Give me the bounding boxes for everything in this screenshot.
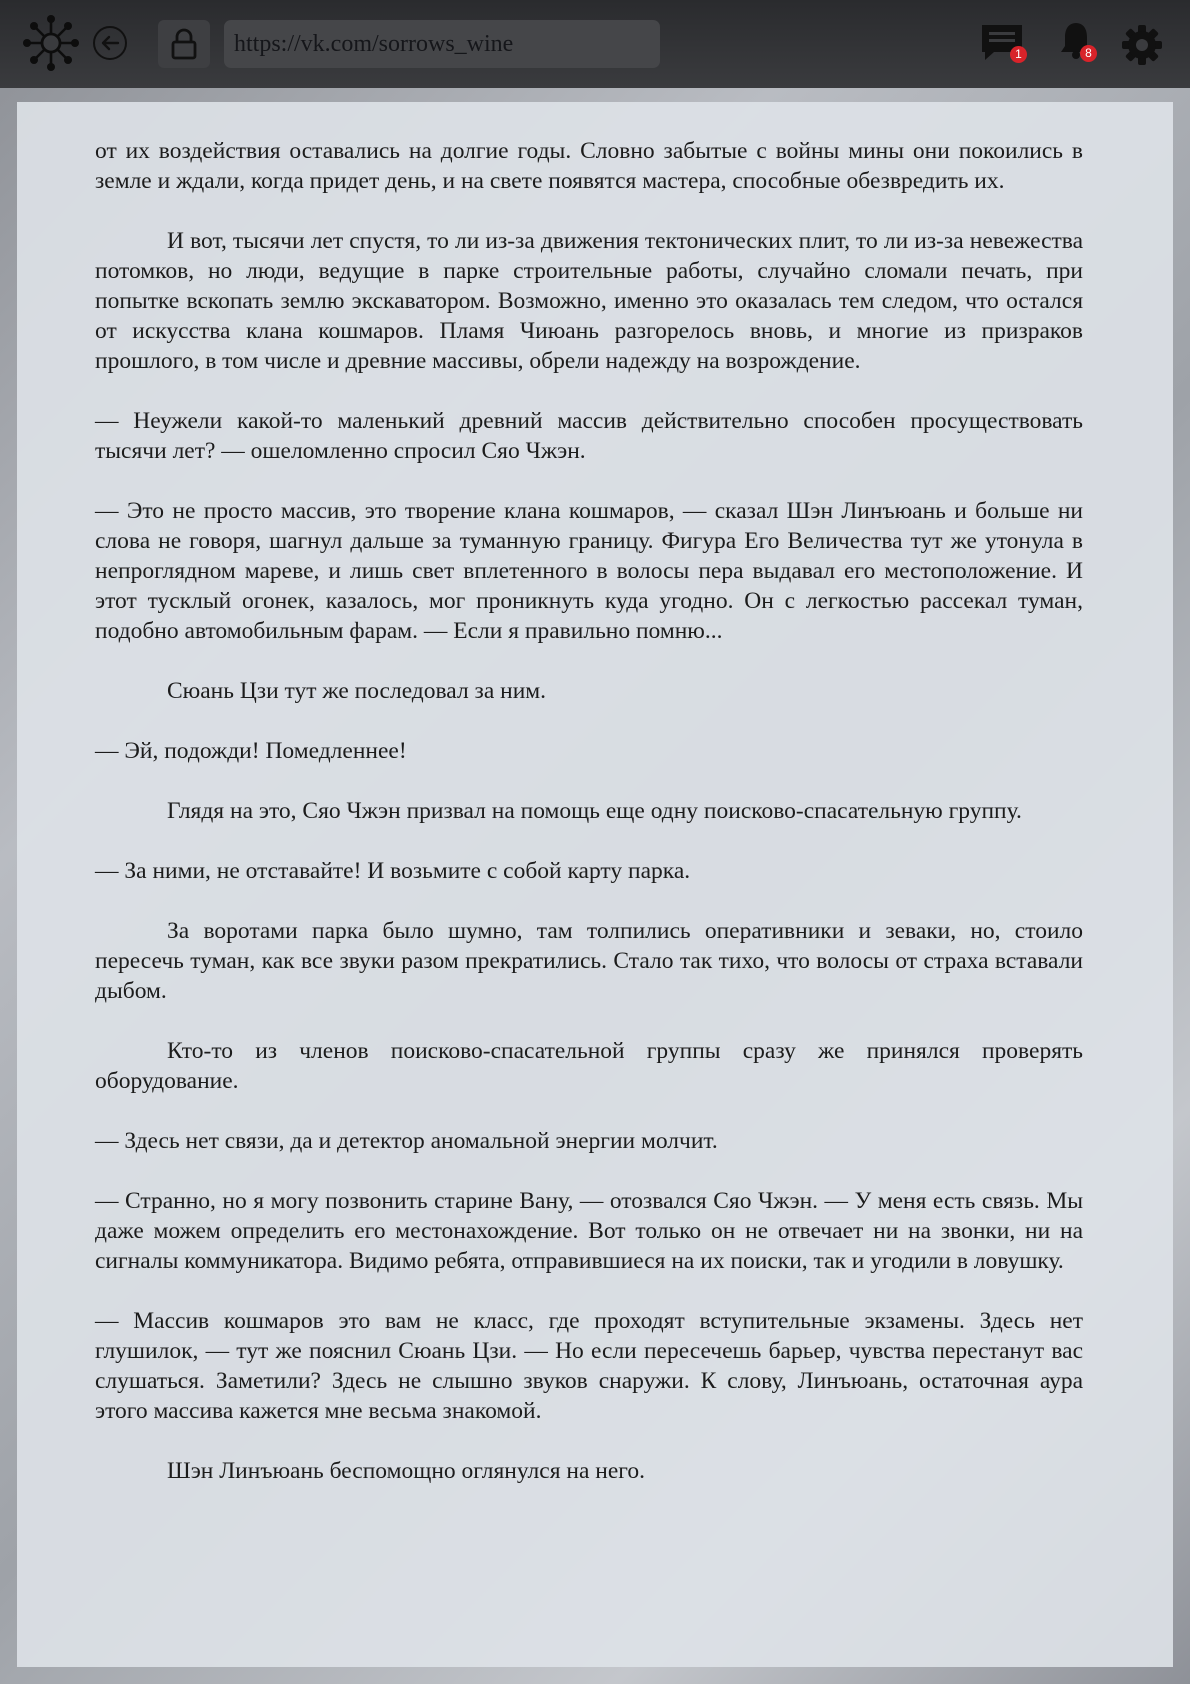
paragraph: — Странно, но я могу позвонить старине Вану, — отозвался Сяо Чжэн. — У меня есть связь. Мы даже можем определить его местонахождение. Вот только он не отвечает ни на звонки, ни на сигналы коммуникатора. Видимо ребята, отправившиеся на их поиски, так и угодили в ловушку. — [95, 1188, 1083, 1274]
paragraph: Глядя на это, Сяо Чжэн призвал на помощь еще одну поисково-спасательную группу. — [167, 798, 1022, 824]
gear-icon — [1121, 24, 1163, 66]
document-text — [95, 136, 1083, 1516]
reader-page — [17, 102, 1173, 1667]
back-button[interactable] — [93, 26, 127, 60]
address-bar[interactable] — [224, 20, 660, 68]
back-arrow-icon — [100, 35, 120, 51]
paragraph: Сюань Цзи тут же последовал за ним. — [167, 678, 547, 704]
paragraph: — Здесь нет связи, да и детектор аномальной энергии молчит. — [95, 1128, 718, 1154]
notifications-badge: 8 — [1080, 45, 1097, 62]
paragraph: Шэн Линъюань беспомощно оглянулся на него. — [167, 1458, 645, 1484]
messages-button[interactable] — [980, 22, 1028, 66]
paragraph: За воротами парка было шумно, там толпились оперативники и зеваки, но, стоило пересечь туман, как все звуки разом прекратились. Стало так тихо, что волосы от страха вставали дыбом. — [95, 918, 1083, 1004]
paragraph: И вот, тысячи лет спустя, то ли из-за движения тектонических плит, то ли из-за невежества потомков, но люди, ведущие в парке строительные работы, случайно сломали печать, при попытке вскопать землю экскаватором. Возможно, именно это оказалась тем следом, что остался от искусства клана кошмаров. Пламя Чиюань разгорелось вновь, и многие из призраков прошлого, в том числе и древние массивы, обрели надежду на возрождение. — [95, 228, 1083, 374]
paragraph: Кто-то из членов поисково-спасательной группы сразу же принялся проверять оборудование. — [95, 1038, 1083, 1094]
site-security-button[interactable] — [158, 20, 210, 68]
lock-icon — [170, 28, 198, 60]
settings-button[interactable] — [1121, 24, 1163, 66]
paragraph: — Эй, подожди! Помедленнее! — [95, 738, 407, 764]
network-hub-icon[interactable] — [22, 14, 80, 72]
url-text: https://vk.com/sorrows_wine — [234, 30, 514, 57]
browser-toolbar — [0, 0, 1190, 88]
paragraph: — Неужели какой-то маленький древний массив действительно способен просуществовать тысячи лет? — ошеломленно спросил Сяо Чжэн. — [95, 408, 1083, 464]
notifications-button[interactable] — [1058, 20, 1102, 66]
paragraph: — Это не просто массив, это творение клана кошмаров, — сказал Шэн Линъюань и больше ни слова не говоря, шагнул дальше за туманную границу. Фигура Его Величества тут же утонула в непроглядном мареве, и лишь свет вплетенного в волосы пера выдавал его местоположение. И этот тусклый огонек, казалось, мог проникнуть куда угодно. Он с легкостью рассекал туман, подобно автомобильным фарам. — Если я правильно помню... — [95, 498, 1083, 644]
paragraph: от их воздействия оставались на долгие годы. Словно забытые с войны мины они покоились в земле и ждали, когда придет день, и на свете появятся мастера, способные обезвредить их. — [95, 138, 1083, 194]
paragraph: — Массив кошмаров это вам не класс, где проходят вступительные экзамены. Здесь нет глушилок, — тут же пояснил Сюань Цзи. — Но если пересечешь барьер, чувства перестанут вас слушаться. Заметили? Здесь не слышно звуков снаружи. К слову, Линъюань, остаточная аура этого массива кажется мне весьма знакомой. — [95, 1308, 1083, 1424]
messages-badge: 1 — [1010, 46, 1027, 63]
paragraph: — За ними, не отставайте! И возьмите с собой карту парка. — [95, 858, 691, 884]
